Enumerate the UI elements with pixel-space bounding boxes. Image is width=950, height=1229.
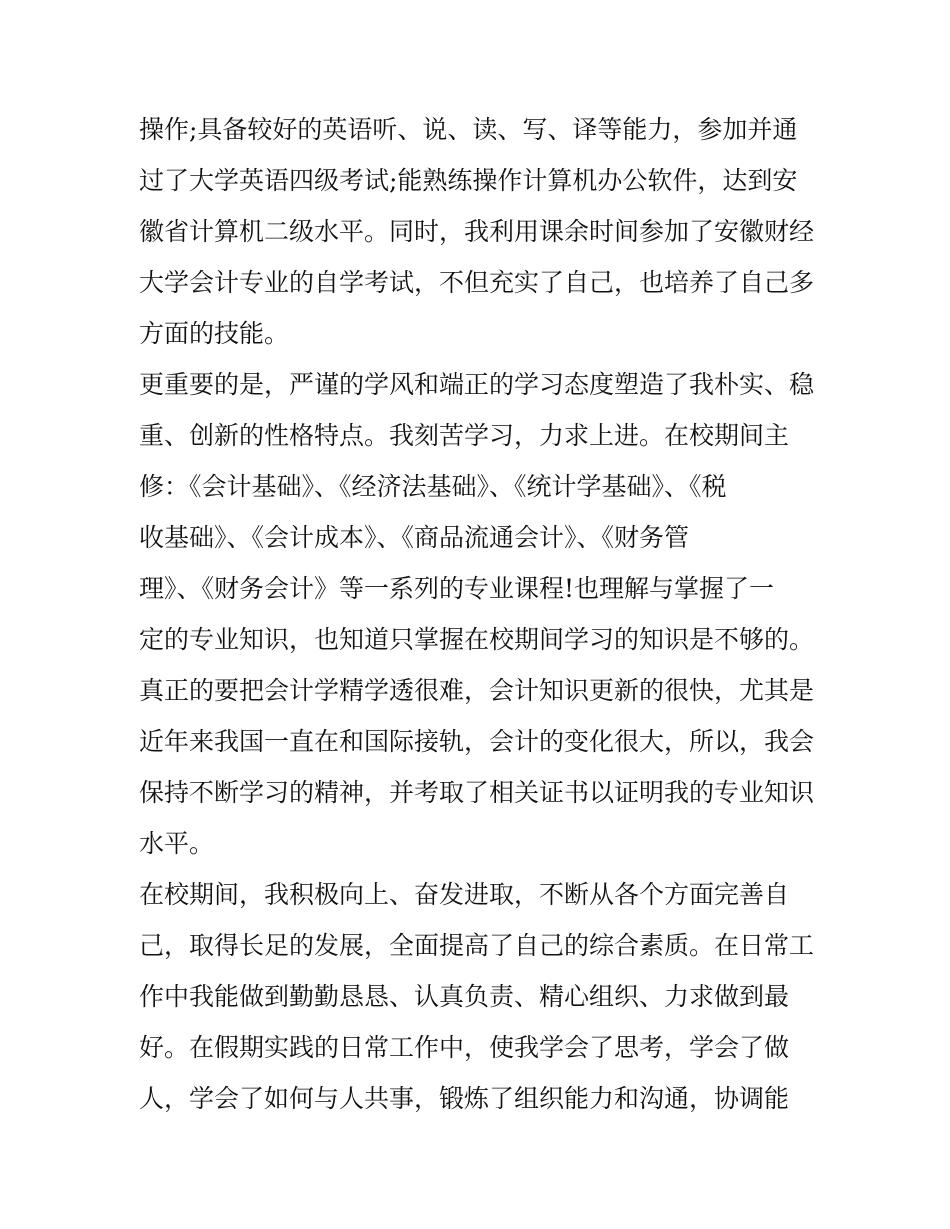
text-line: 定的专业知识，也知道只掌握在校期间学习的知识是不够的。 [139,625,815,654]
text-line: 方面的技能。 [139,319,290,348]
text-line: 真正的要把会计学精学透很难，会计知识更新的很快，尤其是 [139,676,815,705]
text-line: 更重要的是，严谨的学风和端正的学习态度塑造了我朴实、稳 [139,370,815,399]
text-line: 保持不断学习的精神，并考取了相关证书以证明我的专业知识 [139,778,815,807]
text-line: 操作;具备较好的英语听、说、读、写、译等能力，参加并通 [139,115,798,144]
text-line: 人，学会了如何与人共事，锻炼了组织能力和沟通，协调能 [139,1084,790,1113]
text-line: 徽省计算机二级水平。同时，我利用课余时间参加了安徽财经 [139,217,815,246]
text-line: 水平。 [139,829,215,858]
text-line: 近年来我国一直在和国际接轨，会计的变化很大，所以，我会 [139,727,815,756]
text-line: 作中我能做到勤勤恳恳、认真负责、精心组织、力求做到最 [139,982,790,1011]
document-body [139,104,819,1124]
text-line: 己，取得长足的发展，全面提高了自己的综合素质。在日常工 [139,931,815,960]
text-line: 修：《会计基础》、《经济法基础》、《统计学基础》、《税 [139,472,727,501]
text-line: 好。在假期实践的日常工作中，使我学会了思考，学会了做 [139,1033,790,1062]
text-line: 理》、《财务会计》等一系列的专业课程!也理解与掌握了一 [139,574,775,603]
text-line: 大学会计专业的自学考试，不但充实了自己，也培养了自己多 [139,268,815,297]
text-line: 重、创新的性格特点。我刻苦学习，力求上进。在校期间主 [139,421,790,450]
text-line: 收基础》、《会计成本》、《商品流通会计》、《财务管 [139,523,690,552]
text-line: 过了大学英语四级考试;能熟练操作计算机办公软件，达到安 [139,166,798,195]
text-line: 在校期间，我积极向上、奋发进取，不断从各个方面完善自 [139,880,790,909]
